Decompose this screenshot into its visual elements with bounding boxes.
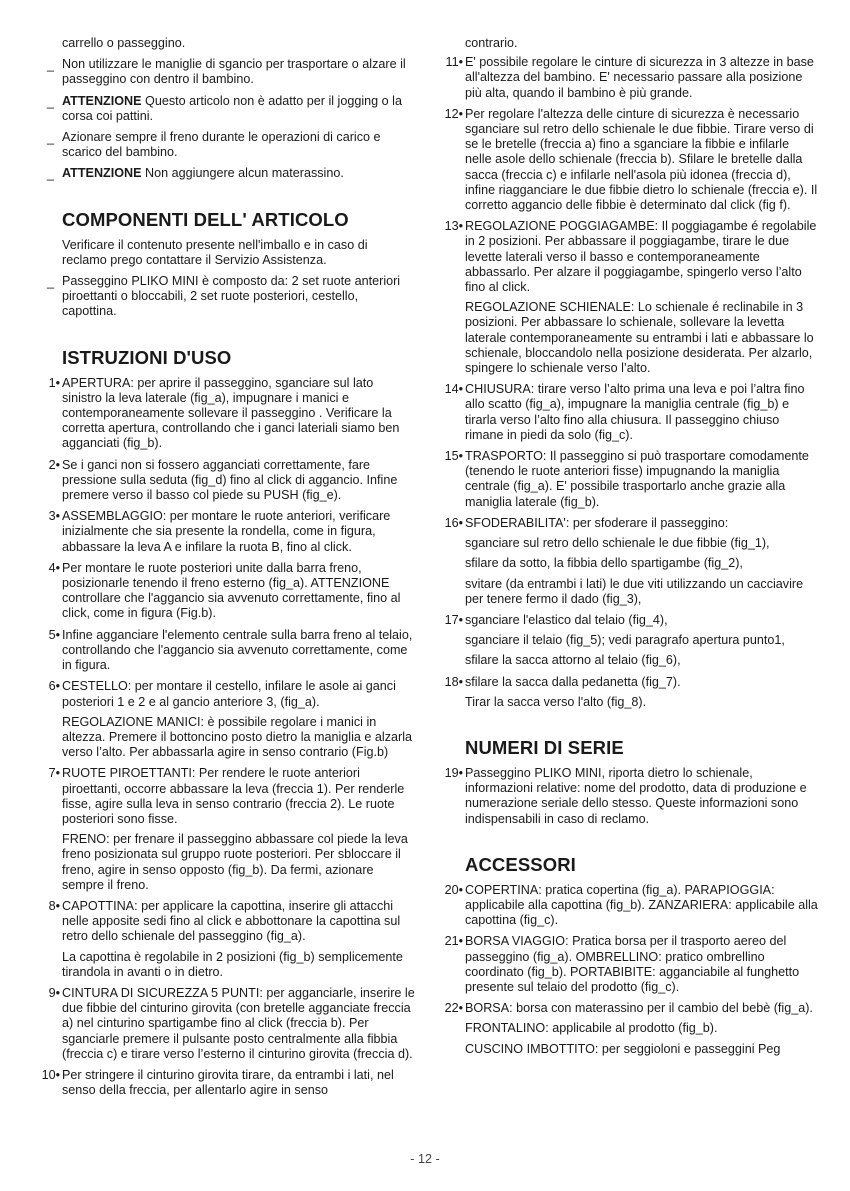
item-body: Passeggino PLIKO MINI, riporta dietro lo schienale, informazioni relative: nome del prodotto, data di produzione e numerazione seriale dello stesso. Queste informazioni sono indispensabili in caso di reclamo. <box>465 765 807 826</box>
list-item <box>30 561 415 622</box>
list-item <box>433 516 818 607</box>
components-intro: Verificare il contenuto presente nell'imballo e in caso di reclamo prego contattare il Servizio Assistenza. <box>62 237 368 267</box>
instructions-list-continued <box>433 55 818 710</box>
item-subparagraph: Tirar la sacca verso l'alto (fig_8). <box>465 694 647 709</box>
list-item <box>30 766 415 893</box>
item-body: Per regolare l'altezza delle cinture di sicurezza è necessario sganciare sul retro dello schienale le due fibbie. Tirare verso di se le bretelle (freccia a) fino a sganciare la fibbie e infilarle nelle asole dello schienale (freccia b). Sfilare le bretelle dalla sacca (freccia c) e infilarle nell'asola più idonea (freccia d), infine riagganciare le due fibbie dietro lo schienale (freccia e). Il corretto aggancio delle fibbie è determinato dal click (fig f). <box>465 106 818 213</box>
item-body: CAPOTTINA: per applicare la capottina, inserire gli attacchi nelle apposite sedi fino al click e abbottonare la capottina sul retro dello schienale del passeggino (fig_a). <box>62 898 401 944</box>
item-text <box>30 376 415 452</box>
item-subparagraph: La capottina è regolabile in 2 posizioni (fig_b) semplicemente tirandola in avanti o in dietro. <box>62 949 403 979</box>
item-text <box>433 107 818 213</box>
warning-text: Non utilizzare le maniglie di sgancio per trasportare o alzare il passeggino con dentro il bambino. <box>62 57 406 87</box>
item-text <box>433 675 818 690</box>
list-item <box>433 766 818 827</box>
usage-title: ISTRUZIONI D'USO <box>62 346 232 368</box>
item-body: BORSA: borsa con materassino per il cambio del bebè (fig_a). <box>465 1001 813 1016</box>
item-text <box>433 934 818 995</box>
components-title: COMPONENTI DELL' ARTICOLO <box>62 208 349 230</box>
item-number: 2• <box>48 457 60 472</box>
item-body: sganciare l'elastico dal telaio (fig_4), <box>465 612 668 627</box>
serial-title: NUMERI DI SERIE <box>465 736 624 758</box>
list-item <box>30 509 415 555</box>
item-subparagraph: FRONTALINO: applicabile al prodotto (fig_b). <box>465 1021 718 1036</box>
item-body: TRASPORTO: Il passeggino si può trasportare comodamente (tenendo le ruote anteriori fisse) impugnando la maniglia centrale (fig_a). E' possibile trasportarlo anche grazie alla maniglia laterale (fig_b). <box>465 449 809 509</box>
list-item <box>30 1068 415 1098</box>
item-subparagraph: REGOLAZIONE SCHIENALE: Lo schienale é reclinabile in 3 posizioni. Per abbassare lo schienale, sollevare la levetta laterale contemporaneamente su entrambi i lati e abbassare lo schienale, bloccandolo nella posizione desiderata. Per alzarlo, spingere lo schienale verso l’alto. <box>465 300 814 376</box>
item-text <box>433 449 818 510</box>
list-item <box>30 899 415 980</box>
item-number: 21• <box>444 934 463 949</box>
warning-item <box>30 57 415 87</box>
item-text <box>433 219 818 295</box>
item-number: 11• <box>445 55 463 70</box>
item-number: 6• <box>48 679 60 694</box>
item-number: 9• <box>48 985 60 1000</box>
right-tail: contrario. <box>465 36 518 50</box>
item-text <box>433 382 818 443</box>
item-subparagraph: svitare (da entrambi i lati) le due viti utilizzando un cacciavire per tenere fermo il dado (fig_3), <box>465 576 804 606</box>
item-text <box>30 561 415 622</box>
list-item <box>433 382 818 443</box>
item-body: sfilare la sacca dalla pedanetta (fig_7). <box>465 674 681 689</box>
item-text <box>433 766 818 827</box>
item-text <box>30 628 415 674</box>
item-text <box>30 679 415 709</box>
serial-list <box>433 766 818 827</box>
item-subparagraph: REGOLAZIONE MANICI: è possibile regolare i manici in altezza. Premere il bottoncino posto dietro la maniglia e alzarla verso l’alto. Per abbassarla agire in senso contrario (Fig.b) <box>62 714 413 760</box>
list-item <box>433 1001 818 1057</box>
list-item <box>433 219 818 376</box>
list-item <box>433 613 818 669</box>
dash-marker: _ <box>47 167 55 182</box>
warning-text: Questo articolo non è adatto per il jogging o la corsa coi pattini. <box>62 93 402 123</box>
item-body: Se i ganci non si fossero agganciati correttamente, fare pressione sulla seduta (fig_d) fino al click di aggancio. Infine premere verso il basso col piede su PUSH (fig_e). <box>62 457 398 503</box>
item-text <box>30 509 415 555</box>
warning-strong: ATTENZIONE <box>62 166 142 181</box>
list-item <box>30 376 415 452</box>
item-number: 18• <box>444 674 463 689</box>
item-number: 10• <box>41 1067 60 1082</box>
list-item <box>433 107 818 213</box>
list-item <box>30 986 415 1062</box>
accessories-list <box>433 883 818 1057</box>
item-number: 3• <box>48 509 60 524</box>
item-body: SFODERABILITA': per sfoderare il passeggino: <box>465 515 729 530</box>
item-number: 7• <box>48 766 60 781</box>
item-number: 5• <box>48 627 60 642</box>
item-text <box>433 613 818 628</box>
item-body: APERTURA: per aprire il passeggino, sganciare sul lato sinistro la leva laterale (fig_a), impugnare i manici e contemporaneamente sollevare il passeggino . Verificare la corretta apertura, controllando che i ganci lateriali siamo ben agganciati (fig_b). <box>62 375 400 451</box>
item-body: Per stringere il cinturino girovita tirare, da entrambi i lati, nel senso della freccia, per allentarlo agire in senso <box>62 1067 394 1098</box>
item-body: CINTURA DI SICUREZZA 5 PUNTI: per agganciarle, inserire le due fibbie del cinturino girovita (con bretelle agganciate freccia a) nel cinturino spartigambe fino al click (freccia b). Per sganciarle premere il pulsante posto centralmente alla fibbia (freccia c) e tirare verso l’esterno il cinturino girovita (freccia d). <box>62 985 415 1061</box>
item-text <box>30 986 415 1062</box>
components-bullet: _ Passeggino PLIKO MINI è composto da: 2 set ruote anteriori piroettanti o bloccabili, 2 set ruote posteriori, cestello, capottina. <box>47 274 401 319</box>
warning-list <box>30 57 415 181</box>
item-number: 12• <box>444 106 463 121</box>
warning-item <box>30 94 415 124</box>
item-number: 19• <box>444 765 463 780</box>
item-text <box>433 516 818 531</box>
item-body: Per montare le ruote posteriori unite dalla barra freno, posizionarle tenendo il freno esterno (fig_a). ATTENZIONE controllare che l'aggancio sia avvenuto correttamente, fino al click, come in figura (Fig.b). <box>62 560 401 621</box>
right-column <box>433 36 818 1057</box>
item-body: CESTELLO: per montare il cestello, infilare le asole ai ganci posteriori 1 e 2 e al gancio anteriore 3, (fig_a). <box>62 679 396 709</box>
item-body: CHIUSURA: tirare verso l’alto prima una leva e poi l’altra fino allo scatto (fig_a), impugnare la maniglia centrale (fig_b) e tirarla verso l’alto fino alla chiusura. Il passeggino chiuso rimane in piedi da solo (fig_c). <box>465 382 805 442</box>
item-text <box>30 899 415 945</box>
item-number: 15• <box>444 449 463 464</box>
item-body: Infine agganciare l'elemento centrale sulla barra freno al telaio, controllando che l'aggancio sia avvenuto correttamente, come in figura. <box>62 627 413 673</box>
dash-marker: _ <box>47 94 55 109</box>
dash-marker: _ <box>47 131 55 146</box>
warning-text: Non aggiungere alcun materassino. <box>141 166 344 181</box>
item-text <box>30 766 415 827</box>
list-item <box>433 449 818 510</box>
item-body: RUOTE PIROETTANTI: Per rendere le ruote anteriori piroettanti, occorre abbassare la leva (freccia 1). Per renderle fisse, agire sulla leva in senso contrario (freccia 2). Le ruote posteriori sono fisse. <box>62 766 405 826</box>
left-column <box>30 36 415 1098</box>
item-number: 1• <box>48 375 60 390</box>
item-number: 22• <box>444 1001 463 1016</box>
warning-item <box>30 166 415 181</box>
item-subparagraph: sganciare sul retro dello schienale le due fibbie (fig_1), <box>465 536 770 551</box>
warning-item <box>30 130 415 160</box>
item-number: 17• <box>444 612 463 627</box>
warning-strong: ATTENZIONE <box>62 93 142 108</box>
item-body: BORSA VIAGGIO: Pratica borsa per il trasporto aereo del passeggino (fig_a). OMBRELLINO: pratico ombrellino coordinato (fig_b). PORTABIBITE: agganciabile al funghetto presente sul telaio del prodotto (fig_c). <box>465 934 800 994</box>
item-text <box>433 55 818 101</box>
item-text <box>30 458 415 504</box>
item-body: COPERTINA: pratica copertina (fig_a). PARAPIOGGIA: applicabile alla capottina (fig_b). ZANZARIERA: applicabile alla capottina (fig_c). <box>465 882 818 928</box>
list-item <box>433 675 818 710</box>
list-item <box>433 883 818 929</box>
item-number: 16• <box>444 515 463 530</box>
item-body: E' possibile regolare le cinture di sicurezza in 3 altezze in base all'altezza del bambino. E' necessario passare alla posizione più alta, quando il bambino è più grande. <box>465 55 814 100</box>
item-number: 20• <box>444 882 463 897</box>
dash-marker: _ <box>47 58 55 73</box>
item-subparagraph: sganciare il telaio (fig_5); vedi paragrafo apertura punto1, <box>465 633 785 648</box>
item-subparagraph: sfilare la sacca attorno al telaio (fig_6), <box>465 653 681 668</box>
intro-tail: carrello o passeggino. <box>62 36 186 50</box>
item-text <box>30 1068 415 1098</box>
page-number: - 12 - <box>410 1152 440 1166</box>
accessories-title: ACCESSORI <box>465 853 576 875</box>
list-item <box>30 679 415 760</box>
item-subparagraph: CUSCINO IMBOTTITO: per seggioloni e passeggini Peg <box>465 1041 781 1056</box>
list-item <box>30 628 415 674</box>
item-subparagraph: FRENO: per frenare il passeggino abbassare col piede la leva freno posizionata sul gruppo ruote posteriori. Per sbloccare il freno, agire in senso opposto (fig_b). Da fermi, azionare sempre il freno. <box>62 832 408 892</box>
usage-list <box>30 376 415 1099</box>
item-body: REGOLAZIONE POGGIAGAMBE: Il poggiagambe é regolabile in 2 posizioni. Per abbassare il poggiagambe, tirare le due levette laterali verso il basso e contemporaneamente abbassarlo. Per alzare il poggiagambe, spingerlo verso l’alto fino al click. <box>465 219 817 295</box>
list-item <box>30 458 415 504</box>
item-subparagraph: sfilare da sotto, la fibbia dello spartigambe (fig_2), <box>465 556 743 571</box>
item-number: 14• <box>444 382 463 397</box>
item-body: ASSEMBLAGGIO: per montare le ruote anteriori, verificare inizialmente che sia presente la rondella, come in figura, abbassare la leva A e infilare la ruota B, fino al click. <box>62 509 391 554</box>
warning-text: Azionare sempre il freno durante le operazioni di carico e scarico del bambino. <box>62 130 381 160</box>
list-item <box>433 934 818 995</box>
item-number: 13• <box>444 219 463 234</box>
item-number: 8• <box>48 898 60 913</box>
item-number: 4• <box>48 560 60 575</box>
item-text <box>433 1001 818 1016</box>
item-text <box>433 883 818 929</box>
list-item <box>433 55 818 101</box>
